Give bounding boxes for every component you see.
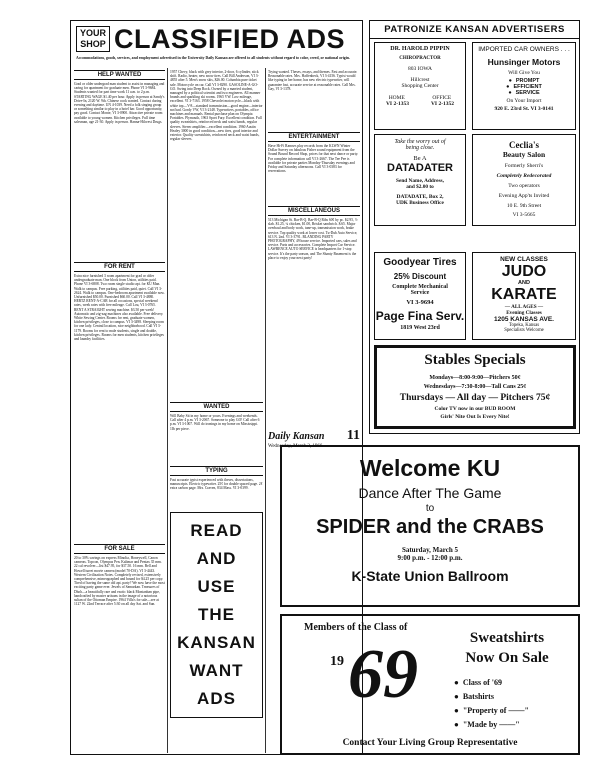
page-number: 11: [346, 428, 360, 443]
autos-listings: 1957 Chevy, black with grey interior, 2-door, 6 cylinder, stick shift. Radio, heater, new snow tires. Call Bill Anderson, VI 3-4855 after 5. Men's snow skis, $26.00. Columbia pure ticket sale. Motorcycle on car. Call VI 3-8290. GASOLINE-A-GO-GO. Swing into Deep Rock. Owned by a married student, managed by a political scientist and two engineers. All manner brands and sparkling ski rooms. 1965 VW. Low mileage, excellent. VI 3-7163. 1958 Chevrolet motorcycle—black with white top—V-8—standard transmission—good engine—interior not bad. Gordy VW, VI 3-2148. Typewriters, portables, office machines and manuals. Rental purchase plan on Olympia Portables. Plymouth, 1963 Sport Fury. Excellent condition. Full quality sweatshirts, reinforced neck and waist bands, regular sleeves. Stereo amplifier—excellent condition. 1960 Austin Healey 3000 in good condition—new tires, good interior and exterior. Quality sweatshirts, reinforced neck and waist bands, regular sleeves.: [170, 70, 263, 142]
ceclias-salon: Beauty Salon: [502, 150, 546, 159]
wanted-listings: Will Baby Sit in my home or yours. Evenings and weekends. Call after 4 p.m. VI 3-2067. Someone to play GO! Call after 6 p.m. VI 3-1007. Will do ironings in my home on Mississippi. 1Ib per piece.: [170, 414, 260, 431]
for-rent-heading: FOR RENT: [74, 262, 165, 272]
the-word: THE: [198, 605, 235, 624]
item-class-69: ● Class of '69: [454, 678, 502, 687]
judo-specialists: Specialists Welcome: [504, 328, 544, 333]
goodyear-service: Service: [410, 290, 430, 296]
for-sale-listings: 20 to 30% savings on express Minolta, Honeywell, Canon cameras. Topcon, Olympus Pen. Kalimar and Pentax 35 mm. 22 cal revolver—list $47.95, for $37.50. 16 mm. Bell and Howell turret movie camera (model 70-DA). VI 3-4443. Western Civilization Notes. Completely revised, extensively comprehensive, mimeographed and bound for $4.25 per copy. Tired of having the same old apt. party? We now have the most exciting party game ever. Jewels of Samarkan. Treasures of Dhoh—a beautifully rare and exotic black Montanban pipe, handcrafted by master artisans in the image of a notorious sultan of the Ottoman Empire. 1964 Villa's for sale—see at 1127 W. 22nd Terrace after 5:30 on all day Sat. and Sun.: [74, 556, 165, 607]
stables-title: Stables Specials: [424, 352, 526, 368]
datadater-be-a: Be A: [413, 155, 427, 162]
datadater-title: DATADATER: [387, 162, 453, 174]
karate-word: KARATE: [491, 286, 557, 303]
page-fina-name: Page Fina Serv.: [375, 309, 465, 323]
pippin-title: CHIROPRACTOR: [399, 56, 441, 61]
column-divider: [265, 68, 266, 753]
goodyear-title: Goodyear Tires: [383, 257, 457, 268]
typing-continued: Trying wanted. Theses, essays, and themes. Fast and accurate. Reasonable rates. Mrs. Haffenbeck, VI 3-4156. Typist would like typing in her home, has new electric typewriter, will guarantee fast, accurate service at reasonable rates. Call Mrs. Gay, VI 3-1378.: [268, 70, 358, 91]
judo-word: JUDO: [501, 263, 547, 280]
page-fina-address: 1819 West 23rd: [400, 325, 440, 331]
goodyear-complete: Complete Mechanical: [392, 284, 448, 290]
hunsinger-ad: [472, 42, 576, 130]
wanted-heading: WANTED: [170, 402, 263, 412]
entertainment-heading: ENTERTAINMENT: [268, 132, 360, 142]
pippin-office-phone: VI 2-1352: [430, 101, 455, 107]
stables-mondays: Mondays—8:00-9:00—Pitchers 50¢: [429, 375, 521, 381]
welcome-ku-ad: [280, 445, 580, 607]
stables-ad: [374, 345, 576, 429]
datadater-box: DATADATE, Box 2,: [396, 194, 444, 200]
welcome-saturday: Saturday, March 5: [401, 546, 459, 554]
judo-address: 1205 KANSAS AVE.: [494, 316, 554, 323]
help-wanted-listings: Grad or older undergrad man student to assist in managing and caring for apartment for graduate men. Phone VI 3-9684. Students wanted for part time work 11 a.m. to 2 p.m. STARTING WAGE $1.40 per hour. Apply in person at Sandy's Drive-In, 2120 W. 9th. Chinese cook wanted. Contact during evening and daytime. UN 4-1039. Need a folk singing group or something similar to play in a hotel bar. Good opportunity, pay good. Contact Monte, VI 3-0900. Attractive private room available to young women. Kitchen privileges. Full time salesman, age 21-30. Apply in person. Hanna-Hilcrest Drugs.: [74, 82, 165, 124]
entertainment-listings: Have Hi-Fi Ramses play records from the KLWN Winter Dollar Survey on fabulous Fisher sound equipment from the Sound Bound Record Shop, prices for that next dance or party. For complete information call VI 3-2667. The Tee Pee is available for private parties Monday-Thursday evenings and Friday and Saturday afternoons. Call VI 3-0383 for reservations.: [268, 144, 359, 174]
spider-crabs: SPIDER and the CRABS: [316, 516, 544, 538]
year-19: 19: [330, 654, 344, 669]
paper-name: Daily Kansan: [268, 431, 325, 442]
datadater-fee: and $2.00 to: [406, 184, 434, 190]
for-rent-listings: Extra nice furnished 3 room apartment for grad or older undergraduate man. One block from Union, utilities paid. Phone VI 3-6808. Two room single studio apt. for KU Man. Walk to campus. Free parking, utilities paid, quiet. Call VI 3-2624. Walk to campus. One-bedroom apartment available now. Unfurnished $50.00. Furnished $60.00. Call VI 3-4880. HERTZ RENT-A-CAR for all occasions, special weekend rates, week rates with free mileage. Call Lou, VI 3-0765. RENT A STRAIGHT sewing machine. $3.50 per week! Automatic and zig-zag machines also available. Free delivery. White Sewing Center. Rooms for rent, graduate women, kitchen privileges, close to campus. VI 3-3498. Sleeping room for one lady. Central location, nice neighborhood. Call VI 3-1179. Rooms for rent to male students, single and double, kitchen privileges. Rooms for men students, kitchen privileges and laundry facilities.: [74, 274, 165, 342]
hunsinger-on-import: On Your Import: [506, 98, 542, 104]
datadater-office: UDK Business Office: [396, 200, 444, 206]
your-word: YOUR: [79, 28, 106, 38]
pippin-home-label: HOME: [388, 95, 405, 101]
hunsinger-name: Hunsinger Motors: [487, 57, 561, 67]
item-batshirts: ● Batshirts: [454, 692, 494, 701]
year-69: 69: [348, 636, 418, 713]
issue-date: Wednesday, March 2, 1966: [268, 444, 323, 449]
pippin-office-label: OFFICE: [432, 95, 452, 101]
stables-color-tv: Color TV now in our BUD ROOM: [434, 406, 516, 412]
item-property: ● "Property of ——": [454, 706, 529, 715]
page-footer: [268, 428, 360, 444]
contact-rep: Contact Your Living Group Representative: [342, 738, 518, 748]
miscellaneous-listings: 513 Michigan St. Bar-B-Q. Bar-B-Q Ribs 60¢ by pc. $2.95, ½ slab. $1.25, ¼ chicken, $1.00, Brisket sandwich. $.65. Major overhaul and body work, tune-up, transmission work, brake service. Top quality work at lower cost. Tu-Dub Auto Service, 613 N. 2nd. VI 3-3791. BLANDING PARTY PHOTOGRAPHY, 49 house service. Imported cars, sales and service. Parts and accessories. Complete Import Car Service. LAWRENCE AUTO SERVICE is headquarters for 1-stop service. It's the party season, and The Shanty Basement is the place to enjoy your next party!: [268, 218, 358, 260]
newspaper-page: [70, 20, 580, 760]
datadater-line-1: Take the worry out of: [394, 139, 446, 145]
goodyear-phone: VI 3-9694: [406, 299, 434, 306]
judo-and: AND: [518, 280, 530, 286]
pippin-name: DR. HAROLD PIPPIN: [390, 46, 450, 52]
want-word: WANT: [189, 661, 244, 680]
judo-karate-ad: [472, 252, 576, 340]
class-69-ad: [280, 614, 580, 755]
ceclias-ad: [472, 134, 576, 226]
ceclias-operators: Two operators: [508, 183, 540, 189]
sweatshirts-title: Sweatshirts: [469, 630, 545, 646]
help-wanted-heading: HELP WANTED: [74, 70, 165, 80]
ceclias-redecorated: Completely Redecorated: [496, 173, 552, 179]
read-word: READ: [190, 521, 243, 540]
your-shop-badge: [76, 26, 110, 52]
welcome-dance: Dance After The Game: [358, 485, 502, 501]
masthead-intro: Accommodations, goods, services, and employment advertised in the University Daily Kansan are offered to all students without regard to color, creed, or national origin.: [76, 56, 350, 60]
imported-car-owners: IMPORTED CAR OWNERS . . .: [478, 46, 570, 53]
pippin-center-1: Hillcrest: [410, 77, 430, 83]
welcome-ku-title: Welcome KU: [359, 455, 501, 481]
hunsinger-efficient: ● EFFICIENT: [473, 84, 575, 90]
stables-wednesdays: Wednesdays—7:30-8:00—Tall Cans 25¢: [423, 384, 527, 390]
pippin-ad: [374, 42, 466, 130]
column-3: [268, 70, 360, 449]
read-and-use-ad: [170, 512, 263, 718]
typing-listings: Fast accurate typist experienced with theses, dissertations, manuscripts. Electric typewriter. 25¢ for double spaced page. 2¢ extra carbon page. Mrs. Craven, 834 Mass. VI 3-0399.: [170, 478, 263, 491]
hunsinger-give: Will Give You: [508, 70, 540, 76]
column-divider: [167, 68, 168, 753]
use-word: USE: [197, 577, 236, 596]
judo-evening: Evening Classes: [506, 310, 542, 316]
hunsinger-prompt: ● PROMPT: [473, 78, 575, 84]
kansan-word: KANSAN: [177, 633, 256, 652]
item-made-by: ● "Made by ——": [454, 720, 520, 729]
for-sale-heading: FOR SALE: [74, 544, 165, 554]
pippin-center-2: Shopping Center: [401, 83, 439, 89]
patronize-heading: PATRONIZE KANSAN ADVERTISERS: [370, 24, 579, 39]
shop-word: SHOP: [80, 39, 106, 49]
column-2: [170, 70, 263, 718]
column-1: [74, 70, 165, 754]
judo-topeka: Topeka, Kansas: [508, 323, 540, 328]
goodyear-ad: [374, 252, 466, 340]
ceclias-formerly: Formerly Sherri's: [504, 163, 544, 169]
stables-girls: Girls' Nite Out Is Every Nite!: [440, 414, 510, 420]
ceclias-name: Ceclia's: [509, 140, 539, 150]
typing-heading: TYPING: [170, 466, 263, 476]
pippin-home-phone: VI 2-1353: [385, 101, 410, 107]
ceclias-phone: VI 3-5665: [512, 212, 536, 218]
ads-word: ADS: [197, 689, 236, 708]
welcome-ballroom: K-State Union Ballroom: [351, 568, 509, 584]
pippin-address: 803 IOWA: [408, 66, 432, 72]
judo-new-classes: NEW CLASSES: [500, 256, 548, 263]
and-word: AND: [196, 549, 237, 568]
datadater-line-2: being close.: [405, 145, 435, 151]
judo-all-ages: — ALL AGES —: [504, 304, 544, 310]
welcome-to: to: [425, 503, 435, 514]
class-members: Members of the Class of: [304, 622, 408, 633]
datadater-send: Send Name, Address,: [396, 178, 444, 184]
goodyear-discount: 25% Discount: [393, 272, 447, 281]
miscellaneous-heading: MISCELLANEOUS: [268, 206, 360, 216]
ceclias-address: 10 E. 9th Street: [506, 203, 542, 209]
datadater-ad: [374, 134, 466, 226]
hunsinger-service: ● SERVICE: [473, 90, 575, 96]
stables-thursdays: Thursdays — All day — Pitchers 75¢: [399, 393, 551, 403]
welcome-time: 9:00 p.m. - 12:00 p.m.: [397, 554, 463, 562]
hunsinger-address: 920 E. 23rd St. VI 3-0141: [494, 106, 554, 112]
classified-ads-title: CLASSIFIED ADS: [114, 24, 346, 54]
now-on-sale: Now On Sale: [465, 650, 549, 666]
ceclias-evening: Evening App'ts Invited: [498, 193, 550, 199]
